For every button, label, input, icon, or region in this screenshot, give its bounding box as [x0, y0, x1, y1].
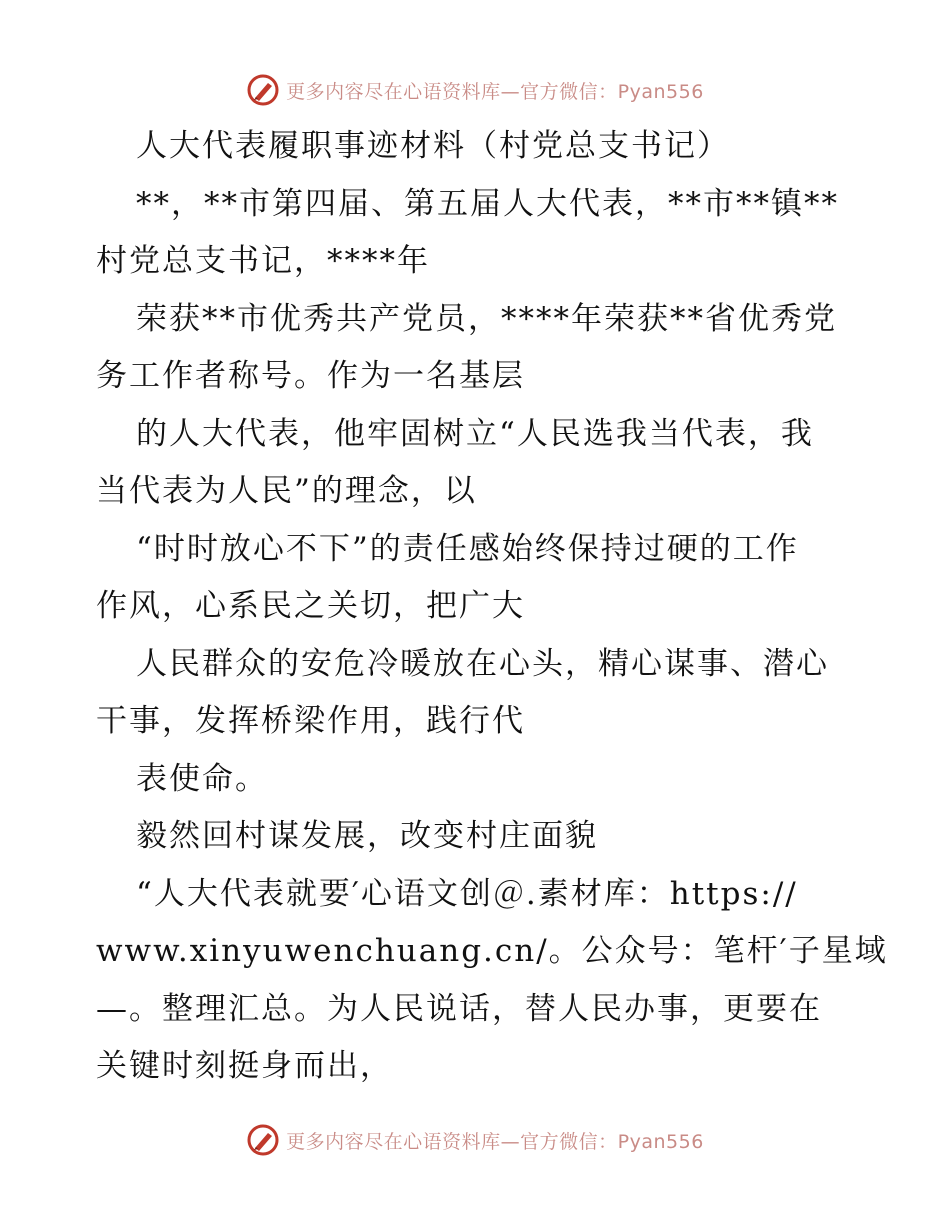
banner-wechat-text: 官方微信：Pyan556 [520, 1130, 704, 1153]
paragraph-line: —。整理汇总。为人民说话，替人民办事，更要在 [96, 990, 822, 1027]
paragraph-line: 关键时刻挺身而出， [96, 1048, 393, 1084]
paragraph-line: 的人大代表，他牢固树立“人民选我当代表，我 [136, 415, 814, 452]
footer-watermark-banner [0, 1120, 950, 1160]
paragraph-line: 人民群众的安危冷暖放在心头，精心谋事、潜心 [136, 645, 829, 682]
pen-logo-icon [246, 73, 280, 107]
paragraph-line: 村党总支书记，****年 [96, 243, 430, 279]
document-title: 人大代表履职事迹材料（村党总支书记） [136, 128, 730, 164]
banner-main-text: 更多内容尽在心语资料库 [286, 80, 501, 103]
banner-text [286, 77, 704, 104]
banner-main-text: 更多内容尽在心语资料库 [286, 1130, 501, 1153]
paragraph-line: “人大代表就要′心语文创＠.素材库：https:// [136, 875, 798, 912]
header-watermark-banner [0, 70, 950, 110]
banner-separator: — [500, 80, 521, 103]
banner-wechat-text: 官方微信：Pyan556 [520, 80, 704, 103]
paragraph-line: 务工作者称号。作为一名基层 [96, 358, 525, 394]
paragraph-line: 作风，心系民之关切，把广大 [96, 588, 525, 624]
banner-separator: — [500, 1130, 521, 1153]
paragraph-line: “时时放心不下”的责任感始终保持过硬的工作 [136, 530, 799, 567]
paragraph-line: 表使命。 [136, 760, 268, 797]
paragraph-line: www.xinyuwenchuang.cn/。公众号：笔杆′子星域 [96, 933, 888, 969]
pen-logo-icon [246, 1123, 280, 1157]
banner-text [286, 1127, 704, 1154]
document-body [96, 118, 888, 1096]
section-heading: 毅然回村谋发展，改变村庄面貌 [136, 818, 598, 854]
paragraph-line: 荣获**市优秀共产党员，****年荣获**省优秀党 [136, 300, 837, 337]
paragraph-line: 干事，发挥桥梁作用，践行代 [96, 703, 525, 739]
paragraph-line: **，**市第四届、第五届人大代表，**市**镇** [136, 185, 839, 222]
paragraph-line: 当代表为人民”的理念，以 [96, 473, 477, 509]
